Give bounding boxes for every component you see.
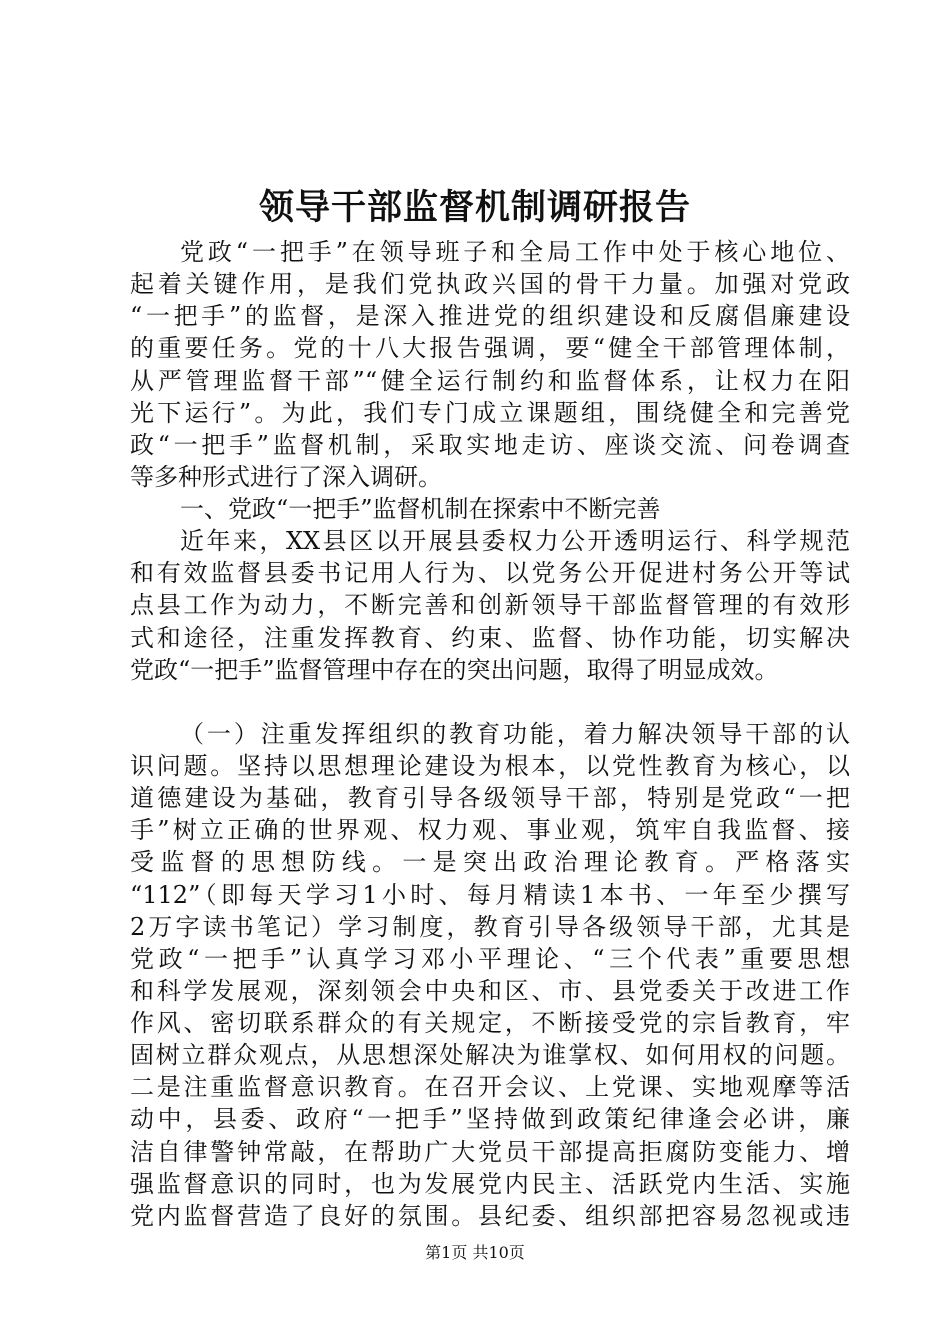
body-text-line: 点县工作为动力，不断完善和创新领导干部监督管理的有效形 <box>130 591 850 620</box>
body-text-line: 2万字读书笔记）学习制度，教育引导各级领导干部，尤其是 <box>130 912 850 941</box>
body-text-line: 党政“一把手”在领导班子和全局工作中处于核心地位、 <box>180 238 850 266</box>
body-text-line: 动中，县委、政府“一把手”坚持做到政策纪律逢会必讲，廉 <box>130 1105 850 1134</box>
page-footer: 第1页 共10页 <box>425 1243 525 1262</box>
body-text-line: 光下运行”。为此，我们专门成立课题组，围绕健全和完善党 <box>130 398 850 427</box>
body-text-line: 作风、密切联系群众的有关规定，不断接受党的宗旨教育，牢 <box>130 1009 850 1038</box>
body-text-line: 近年来，XX县区以开展县委权力公开透明运行、科学规范 <box>180 527 850 556</box>
body-text-line: 和有效监督县委书记用人行为、以党务公开促进村务公开等试 <box>130 559 850 588</box>
section-heading: 一、党政“一把手”监督机制在探索中不断完善 <box>180 495 661 524</box>
body-text-line: 和科学发展观，深刻领会中央和区、市、县党委关于改进工作 <box>130 976 850 1005</box>
body-text-line: 起着关键作用，是我们党执政兴国的骨干力量。加强对党政 <box>130 270 850 299</box>
body-text-line: 党内监督营造了良好的氛围。县纪委、组织部把容易忽视或违 <box>130 1201 850 1230</box>
body-text-line: 道德建设为基础，教育引导各级领导干部，特别是党政“一把 <box>130 784 850 813</box>
body-text-line: （一）注重发挥组织的教育功能，着力解决领导干部的认 <box>180 719 850 748</box>
body-text-line: 洁自律警钟常敲，在帮助广大党员干部提高拒腐防变能力、增 <box>130 1137 850 1166</box>
body-text-line: “一把手”的监督，是深入推进党的组织建设和反腐倡廉建设 <box>130 302 850 331</box>
body-text-line: 二是注重监督意识教育。在召开会议、上党课、实地观摩等活 <box>130 1073 850 1102</box>
body-text-line: 党政“一把手”认真学习邓小平理论、“三个代表”重要思想 <box>130 944 850 973</box>
body-text-line: 等多种形式进行了深入调研。 <box>130 462 442 491</box>
body-text-line: 固树立群众观点，从思想深处解决为谁掌权、如何用权的问题。 <box>130 1041 850 1070</box>
body-text-line: 党政“一把手”监督管理中存在的突出问题，取得了明显成效。 <box>130 655 779 684</box>
body-text-line: 强监督意识的同时，也为发展党内民主、活跃党内生活、实施 <box>130 1169 850 1198</box>
body-text-line: 手”树立正确的世界观、权力观、事业观，筑牢自我监督、接 <box>130 816 850 845</box>
body-text-line: “112”（即每天学习1小时、每月精读1本书、一年至少撰写 <box>130 880 850 909</box>
body-text-line: 政“一把手”监督机制，采取实地走访、座谈交流、问卷调查 <box>130 430 850 459</box>
body-text-line: 从严管理监督干部”“健全运行制约和监督体系，让权力在阳 <box>130 366 850 395</box>
body-text-line: 受监督的思想防线。一是突出政治理论教育。严格落实 <box>130 848 850 877</box>
page-title: 领导干部监督机制调研报告 <box>258 187 691 228</box>
body-text-line: 式和途径，注重发挥教育、约束、监督、协作功能，切实解决 <box>130 623 850 652</box>
body-text-line: 的重要任务。党的十八大报告强调，要“健全干部管理体制， <box>130 334 850 363</box>
body-text-line: 识问题。坚持以思想理论建设为根本，以党性教育为核心，以 <box>130 752 850 781</box>
